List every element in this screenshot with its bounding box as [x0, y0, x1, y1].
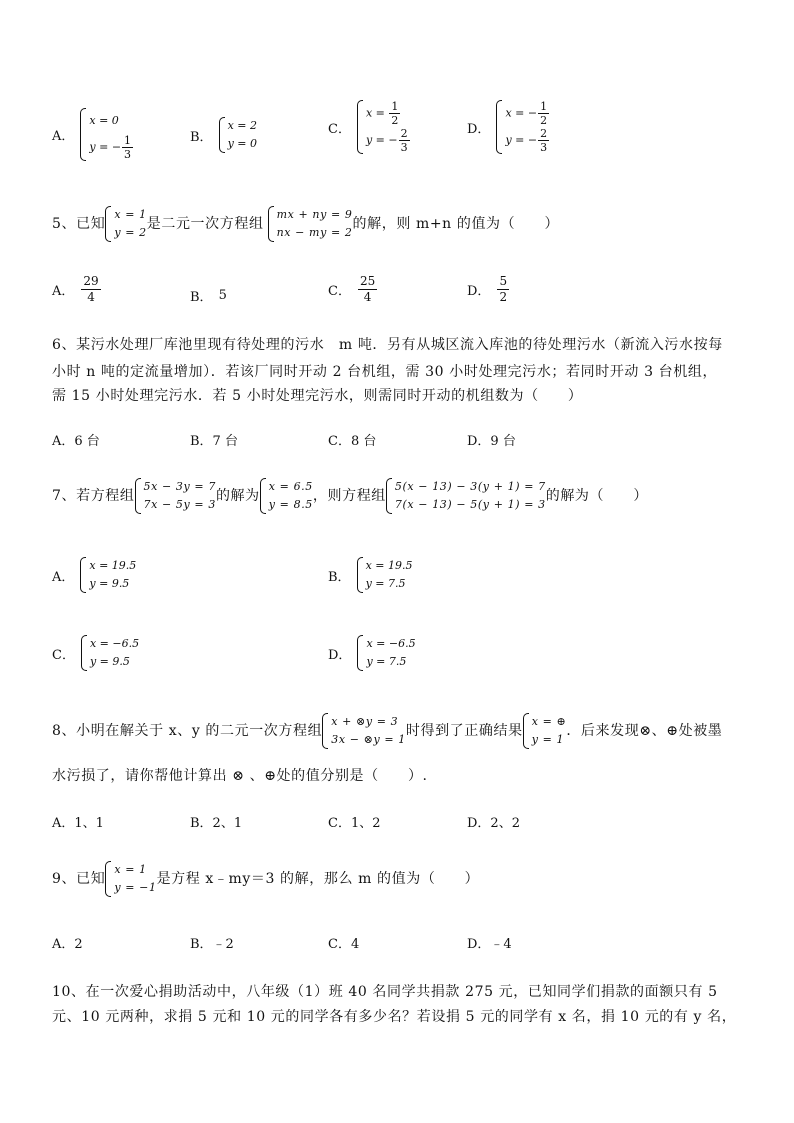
equation-system: 5x − 3y = 7 7x − 5y = 3 — [135, 478, 216, 514]
option-label: B． — [190, 129, 213, 145]
equation-system: x = 1 y = 2 — [105, 206, 146, 242]
equation-system: mx + ny = 9 nx − my = 2 — [268, 206, 353, 242]
q5-option-b[interactable]: B． 5 — [190, 288, 227, 305]
equation-system: x + ⊗y = 3 3x − ⊗y = 1 — [322, 713, 406, 749]
q9-option-b[interactable]: B．﹣2 — [190, 937, 234, 952]
equation-system: x = 2 y = 0 — [219, 117, 257, 153]
q6-option-b[interactable]: B．7 台 — [190, 434, 238, 449]
q9-stem: 9、已知 x = 1 y = −1 是方程 x﹣my＝3 的解，那么 m 的值为（ ） — [52, 861, 479, 897]
q9-option-a[interactable]: A．2 — [52, 937, 83, 952]
q6-option-d[interactable]: D．9 台 — [467, 434, 516, 449]
q4-option-a[interactable] — [52, 108, 134, 161]
option-label: D． — [467, 121, 491, 137]
q4-option-b[interactable] — [190, 117, 257, 153]
q8-option-c[interactable]: C．1、2 — [328, 816, 381, 831]
q7-stem: 7、若方程组 5x − 3y = 7 7x − 5y = 3 的解为 x = 6.5 y = 8.5 ，则方程组 5(x − 13) − 3(y + 1) = 7 7(x − 13) − 5(y + 1) = 3 的解为（ ） — [52, 478, 648, 514]
q8-stem-line1: 8、小明在解关于 x、y 的二元一次方程组 x + ⊗y = 3 3x − ⊗y = 1 时得到了正确结果 x = ⊕ y = 1 ．后来发现⊗、⊕处被墨 — [52, 713, 722, 749]
equation-system: x = 0 y = − $\frac{1}{3}$ — [80, 108, 134, 161]
q5-option-c[interactable]: C． $\frac{25}{4}$ — [328, 274, 376, 304]
q10-stem-line2: 元、10 元两种，求捐 5 元和 10 元的同学各有多少名？若设捐 5 元的同学有 x 名，捐 10 元的有 y 名， — [52, 1009, 737, 1025]
q6-stem-line2: 小时 n 吨的定流量增加）．若该厂同时开动 2 台机组，需 30 小时处理完污水；若同时开动 3 台机组， — [52, 364, 718, 380]
q5-option-a[interactable]: A． $\frac{29}{4}$ — [52, 274, 99, 304]
option-label: A． — [52, 129, 75, 144]
equation-system: x = $\frac{1}{2}$ y = − $\frac{2}{3}$ — [357, 100, 411, 154]
equation-system: x = ⊕ y = 1 — [523, 713, 567, 749]
equation-system: x = 1 y = −1 — [105, 861, 156, 897]
q7-option-d[interactable]: D． x = −6.5 y = 7.5 — [328, 635, 416, 671]
q4-option-c[interactable] — [328, 100, 411, 154]
q7-option-c[interactable]: C． x = −6.5 y = 9.5 — [52, 635, 139, 671]
q8-option-d[interactable]: D．2、2 — [467, 816, 520, 831]
q6-option-c[interactable]: C．8 台 — [328, 434, 377, 449]
equation-system: x = 6.5 y = 8.5 — [260, 478, 313, 514]
equation-system: x = − $\frac{1}{2}$ y = − $\frac{2}{3}$ — [496, 100, 550, 154]
q7-option-a[interactable]: A． x = 19.5 y = 9.5 — [52, 557, 136, 593]
equation-system: 5(x − 13) − 3(y + 1) = 7 7(x − 13) − 5(y + 1) = 3 — [386, 478, 546, 514]
q8-option-a[interactable]: A．1、1 — [52, 816, 104, 831]
q6-option-a[interactable]: A．6 台 — [52, 434, 100, 449]
option-label: C． — [328, 121, 351, 137]
q5-stem: 5、已知 x = 1 y = 2 是二元一次方程组 mx + ny = 9 nx − my = 2 的解，则 m+n 的值为（ ） — [52, 206, 559, 242]
q6-stem-line1: 6、某污水处理厂库池里现有待处理的污水 m 吨．另有从城区流入库池的待处理污水（新流入污水按每 — [52, 337, 723, 353]
q5-option-d[interactable]: D． $\frac{5}{2}$ — [467, 274, 508, 304]
q7-option-b[interactable]: B． x = 19.5 y = 7.5 — [328, 557, 412, 593]
q8-stem-line2: 水污损了，请你帮他计算出 ⊗ 、⊕处的值分别是（ ）. — [52, 768, 428, 784]
q9-option-c[interactable]: C．4 — [328, 937, 360, 952]
q6-stem-line3: 需 15 小时处理完污水．若 5 小时处理完污水，则需同时开动的机组数为（ ） — [52, 388, 583, 404]
q9-option-d[interactable]: D．﹣4 — [467, 937, 512, 952]
q10-stem-line1: 10、在一次爱心捐助活动中，八年级（1）班 40 名同学共捐款 275 元，已知同学们捐款的面额只有 5 — [52, 984, 718, 1000]
q4-option-d[interactable] — [467, 100, 550, 154]
q8-option-b[interactable]: B．2、1 — [190, 816, 243, 831]
